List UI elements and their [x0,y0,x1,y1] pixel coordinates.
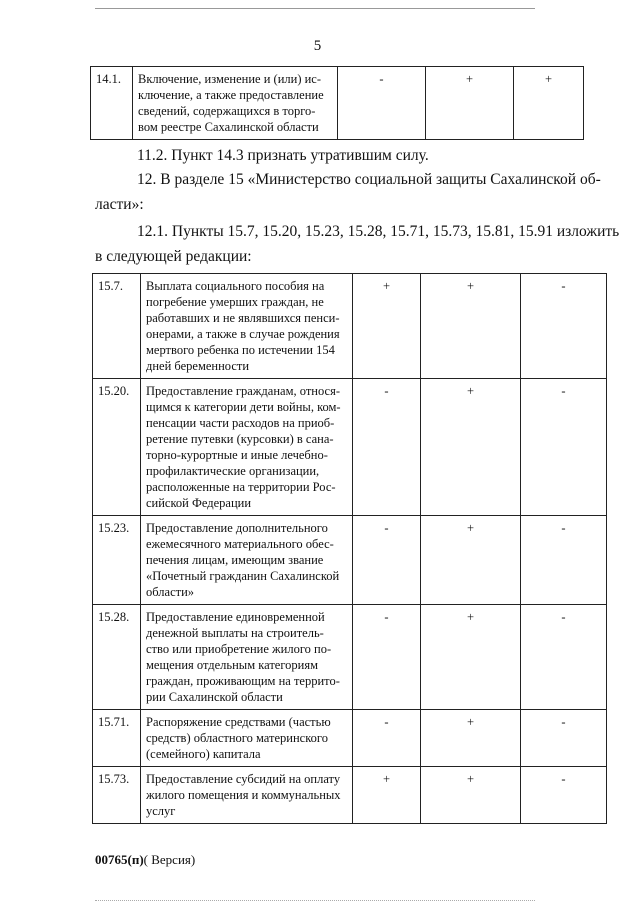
paragraph-12-1-line1: 12.1. Пункты 15.7, 15.20, 15.23, 15.28, 15.71, 15.73, 15.81, 15.91 изложить [137,223,620,240]
paragraph-12-line2: ласти»: [95,196,144,213]
row-description: Включение, изменение и (или) ис- ключение, а также предоставление сведений, содержащихся в торго- вом реестре Сахалинской области [133,67,338,140]
services-table-top [90,66,584,140]
row-mark-3: - [521,516,607,605]
row-mark-2: + [421,379,521,516]
table-row [93,516,607,605]
document-code-suffix: ( Версия) [143,852,196,867]
row-description: Предоставление гражданам, относя- щимся к категории дети войны, ком- пенсации части расходов на приоб- ретение путевки (курсовки) в сана- торно-курортные и иные лечебно- профилактические организации, расположенные на территории Рос- сийской Федерации [141,379,353,516]
row-mark-3: - [521,710,607,767]
page-number: 5 [313,38,322,54]
row-description: Предоставление субсидий на оплату жилого помещения и коммунальных услуг [141,767,353,824]
row-description: Предоставление дополнительного ежемесячного материального обес- печения лицам, имеющим звание «Почетный гражданин Сахалинской области» [141,516,353,605]
row-mark-1: - [353,710,421,767]
row-mark-2: + [421,710,521,767]
row-mark-1: + [353,767,421,824]
row-mark-3: - [521,767,607,824]
row-mark-3: - [521,379,607,516]
paragraph-12-line1: 12. В разделе 15 «Министерство социальной защиты Сахалинской об- [137,171,601,188]
table-row [93,379,607,516]
paragraph-12-1-line2: в следующей редакции: [95,248,252,265]
row-mark-2: + [421,274,521,379]
table-row [93,605,607,710]
row-number: 14.1. [91,67,133,140]
document-code [95,852,195,868]
row-mark-3: - [521,274,607,379]
row-number: 15.23. [93,516,141,605]
row-mark-1: - [353,516,421,605]
services-table-main [92,273,607,824]
row-number: 15.71. [93,710,141,767]
row-description: Предоставление единовременной денежной выплаты на строитель- ство или приобретение жилого по- мещения отдельным категориям граждан, проживающим на террито- рии Сахалинской области [141,605,353,710]
row-mark-1: + [353,274,421,379]
table-row [91,67,584,140]
row-description: Распоряжение средствами (частью средств) областного материнского (семейного) капитала [141,710,353,767]
row-mark-2: + [421,605,521,710]
document-code-number: 00765(п) [95,852,144,867]
row-number: 15.20. [93,379,141,516]
row-number: 15.28. [93,605,141,710]
row-mark-2: + [426,67,514,140]
row-mark-3: + [514,67,584,140]
table-row [93,274,607,379]
row-number: 15.7. [93,274,141,379]
paragraph-11-2: 11.2. Пункт 14.3 признать утратившим силу. [137,147,429,164]
row-mark-2: + [421,767,521,824]
table-row [93,767,607,824]
row-mark-2: + [421,516,521,605]
bottom-rule [95,900,535,901]
row-mark-1: - [353,605,421,710]
row-mark-1: - [353,379,421,516]
top-rule [95,8,535,9]
row-description: Выплата социального пособия на погребение умерших граждан, не работавших и не являвшихся пенси- онерами, а также в случае рождения мертвого ребенка по истечении 154 дней беременности [141,274,353,379]
row-mark-3: - [521,605,607,710]
table-row [93,710,607,767]
row-mark-1: - [338,67,426,140]
row-number: 15.73. [93,767,141,824]
